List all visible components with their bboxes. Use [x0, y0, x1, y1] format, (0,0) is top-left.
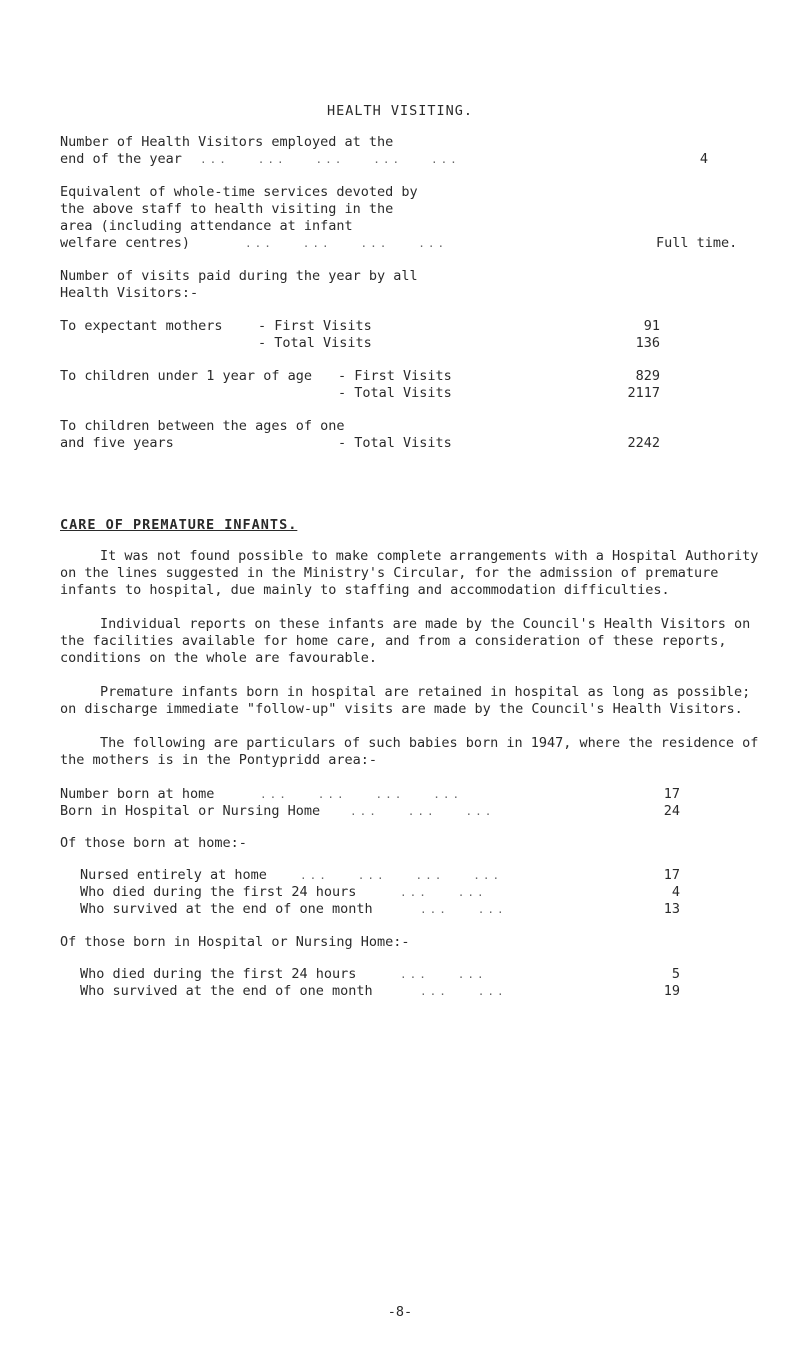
leader-dots: ... ... [400, 968, 487, 981]
paragraph-1: It was not found possible to make complete arrangements with a Hospital Authority on the lines suggested in the Ministry's Circular, for the admission of premature infants to hospital, due mainly to staffing and accommodation difficulties. [60, 548, 759, 598]
expectant-first-label: - First Visits [258, 318, 372, 334]
older-label-1: To children between the ages of one [60, 418, 345, 434]
children-total-value: 2117 [627, 385, 660, 401]
equivalent-line-3: area (including attendance at infant [60, 218, 353, 234]
leader-dots: ... ... ... [350, 805, 495, 818]
nursed-label: Nursed entirely at home [80, 867, 267, 883]
equivalent-line-2: the above staff to health visiting in the [60, 201, 394, 217]
page-number: -8- [387, 1304, 413, 1320]
paragraph-4: The following are particulars of such babies born in 1947, where the residence of the mothers is in the Pontypridd area:- [60, 735, 759, 768]
page-heading: HEALTH VISITING. [326, 103, 474, 119]
leader-dots: ... ... ... ... [300, 869, 503, 882]
older-total-label: - Total Visits [338, 435, 452, 451]
died-home-value: 4 [671, 884, 680, 900]
older-label-2: and five years [60, 435, 174, 451]
expectant-total-label: - Total Visits [258, 335, 372, 351]
born-hospital-value: 24 [663, 803, 680, 819]
children-first-value: 829 [635, 368, 660, 384]
died-hospital-label: Who died during the first 24 hours [80, 966, 357, 982]
older-total-value: 2242 [627, 435, 660, 451]
visits-intro-1: Number of visits paid during the year by all [60, 268, 418, 284]
survived-hospital-value: 19 [663, 983, 680, 999]
home-heading: Of those born at home:- [60, 835, 247, 851]
children-label: To children under 1 year of age [60, 368, 312, 384]
leader-dots: ... ... [400, 886, 487, 899]
leader-dots: ... ... ... ... ... [200, 153, 460, 166]
leader-dots: ... ... [420, 903, 507, 916]
paragraph-3: Premature infants born in hospital are retained in hospital as long as possible; on discharge immediate "follow-up" visits are made by the Council's Health Visitors. [60, 684, 751, 717]
section-title: CARE OF PREMATURE INFANTS. [60, 517, 298, 533]
children-first-label: - First Visits [338, 368, 452, 384]
leader-dots: ... ... [420, 985, 507, 998]
expectant-total-value: 136 [635, 335, 660, 351]
born-home-value: 17 [663, 786, 680, 802]
leader-dots: ... ... ... ... [245, 237, 448, 250]
staff-line-1: Number of Health Visitors employed at the [60, 134, 394, 150]
born-hospital-label: Born in Hospital or Nursing Home [60, 803, 321, 819]
visits-intro-2: Health Visitors:- [60, 285, 199, 301]
survived-hospital-label: Who survived at the end of one month [80, 983, 373, 999]
died-home-label: Who died during the first 24 hours [80, 884, 357, 900]
hospital-heading: Of those born in Hospital or Nursing Home:- [60, 934, 410, 950]
survived-home-label: Who survived at the end of one month [80, 901, 373, 917]
expectant-first-value: 91 [643, 318, 660, 334]
equivalent-line-4: welfare centres) [60, 235, 191, 251]
equivalent-line-1: Equivalent of whole-time services devoted by [60, 184, 418, 200]
staff-line-2: end of the year [60, 151, 182, 167]
equivalent-value: Full time. [656, 235, 738, 251]
expectant-label: To expectant mothers [60, 318, 223, 334]
died-hospital-value: 5 [671, 966, 680, 982]
nursed-value: 17 [663, 867, 680, 883]
born-home-label: Number born at home [60, 786, 215, 802]
staff-value: 4 [699, 151, 708, 167]
leader-dots: ... ... ... ... [260, 788, 463, 801]
paragraph-2: Individual reports on these infants are made by the Council's Health Visitors on the facilities available for home care, and from a consideration of these reports, conditions on the whole are favourable. [60, 616, 751, 666]
children-total-label: - Total Visits [338, 385, 452, 401]
survived-home-value: 13 [663, 901, 680, 917]
